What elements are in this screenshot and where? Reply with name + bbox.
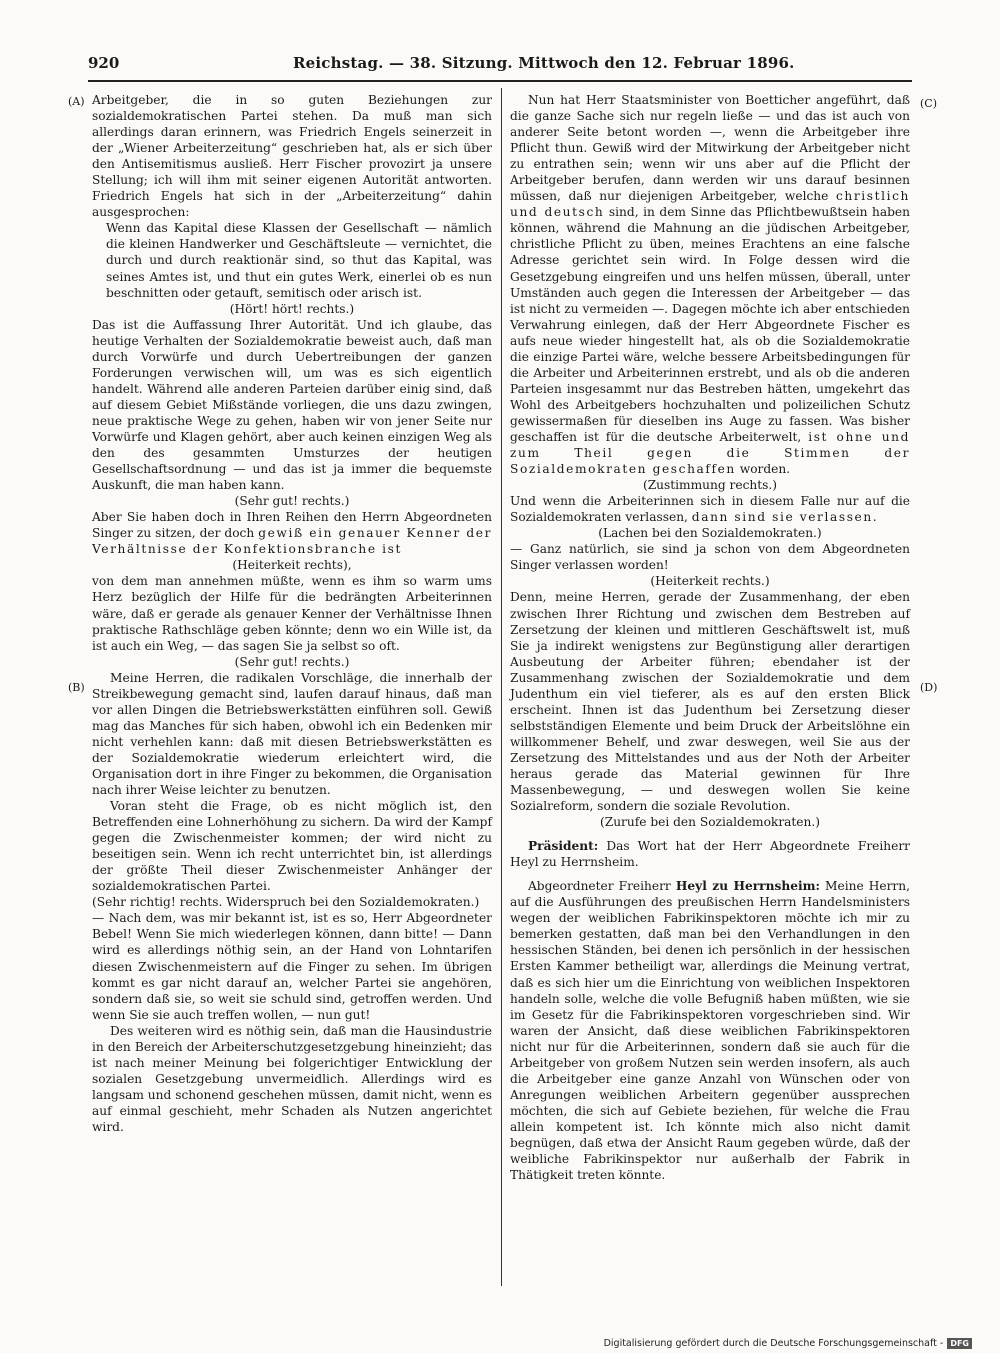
paragraph (510, 92, 910, 477)
interjection: (Sehr gut! rechts.) (234, 654, 350, 669)
speaker-label: Präsident: (528, 839, 599, 854)
interjection: (Zurufe bei den Sozialdemokraten.) (599, 815, 820, 830)
running-title: Reichstag. — 38. Sitzung. Mittwoch den 12. Februar 1896. (293, 54, 795, 72)
paragraph (92, 509, 492, 557)
left-column (92, 92, 492, 1135)
text-run: Abgeordneter Freiherr (528, 879, 676, 894)
paragraph: Meine Herren, die radikalen Vorschläge, die innerhalb der Streikbewegung gemacht sind, laufen darauf hinaus, daß man vor allen Dingen die Betriebswerkstätten einführen soll. Gewiß mag das Manches für sich haben, obwohl ich ein Bedenken mir nicht verhehlen kann: daß mit diesen Betriebswerkstätten es der Sozialdemokratie wiederum erleichtert wird, die Organisation dort in ihre Finger zu bekommen, die Organisation nach ihrer Weise leichter zu benutzen. (92, 670, 492, 798)
interjection: (Sehr richtig! rechts. Widerspruch bei den Sozialdemokraten.) (92, 895, 480, 910)
paragraph: von dem man annehmen müßte, wenn es ihm so warm ums Herz bezüglich der Hilfe für die bedrängten Arbeiterinnen wäre, daß er gerade als genauer Kenner der Verhältnisse Ihnen praktische Rathschläge geben könnte; denn wo ein Wille ist, da ist auch ein Weg, — das sagen Sie ja selbst so oft. (92, 574, 492, 653)
text-run: sind, in dem Sinne das Pflichtbewußtsein haben können, während die Mahnung an die jüdischen Arbeitgeber, christliche Pflicht zu üben, meines Erachtens an eine falsche Adresse gerichtet sein wird. In Folge dessen wird die Gesetzgebung eingreifen und uns helfen müssen, überall, unter Umständen auch gegen die Interessen der Arbeitgeber — das ist nicht zu vermeiden —. Dagegen möchte ich aber entschieden Verwahrung einlegen, daß der Herr Abgeordnete Fischer es aufs neue wieder hingestellt hat, als ob die Sozialdemokratie die einzige Partei wäre, welche bessere Arbeitsbedingungen für die Arbeiter und Arbeiterinnen erstrebt, und als ob die anderen Parteien insgesammt nur das Bestreben hätten, umgekehrt das Wohl des Arbeitgebers hochzuhalten und polizeilichen Schutz gewissermaßen für dieselben ins Auge zu fassen. Was bisher geschaffen ist für die deutsche Arbeiterwelt, (510, 205, 910, 444)
paragraph: — Nach dem, was mir bekannt ist, ist es so, Herr Abgeordneter Bebel! Wenn Sie mich wiederlegen können, dann bitte! — Dann wird es allerdings nöthig sein, an der Hand von Lohntarifen diesen Zwischenmeistern auf die Finger zu sehen. Im übrigen kommt es gar nicht darauf an, welcher Partei sie angehören, sondern daß sie, so weit sie schuld sind, getroffen werden. Und wenn Sie sie auch treffen wollen, — nun gut! (92, 911, 492, 1022)
text-run: Und wenn die Arbeiterinnen sich in diesem Falle nur auf die Sozialdemokraten verlassen, (510, 494, 910, 525)
paragraph (510, 493, 910, 525)
margin-marker-c: (C) (920, 97, 937, 110)
margin-marker-b: (B) (68, 681, 85, 694)
paragraph: Denn, meine Herren, gerade der Zusammenhang, der eben zwischen Ihrer Richtung und zwischen dem Bestreben auf Zersetzung der kleinen und mittleren Geschäftswelt ist, muß Sie ja indirekt wenigstens zur Begünstigung aller derartigen Ausbeutung der Arbeiter führen; ebendaher ist der Zusammenhang zwischen der Sozialdemokratie und dem Judenthum ein viel tieferer, als es auf den ersten Blick erscheint. Ihnen ist das Judenthum bei Zersetzung dieser selbstständigen Elemente und beim Druck der Arbeitslöhne ein willkommener Behelf, und zwar deswegen, weil Sie aus der Zersetzung des Mittelstandes und aus der Noth der Arbeiter heraus gerade das Material gewinnen für Ihre Massenbewegung, — und deswegen wollen Sie keine Sozialreform, sondern die soziale Revolution. (510, 590, 910, 814)
interjection: (Heiterkeit rechts.) (650, 574, 770, 589)
interjection: (Sehr gut! rechts.) (234, 494, 350, 509)
text-run: Aber Sie haben doch in Ihren Reihen den Herrn Abgeordneten Singer zu sitzen, der doch (92, 510, 492, 541)
paragraph: Arbeitgeber, die in so guten Beziehungen zur sozialdemokratischen Partei stehen. Da muß man sich allerdings daran erinnern, was Friedrich Engels seinerzeit in der „Wiener Arbeiterzeitung“ geschrieben hat, als er sich über den Antisemitismus ausließ. Herr Fischer provozirt ja unsere Stellung; ich will ihm mit seiner eigenen Autorität antworten. Friedrich Engels hat sich in der „Arbeiterzeitung“ dahin ausgesprochen: (92, 93, 492, 220)
text-run: Meine Herrn, auf die Ausführungen des preußischen Herrn Handelsministers wegen der weiblichen Fabrikinspektoren möchte ich mir zu bemerken gestatten, daß man bei den Verhandlungen in den hessischen Ständen, bei denen ich persönlich in der hessischen Ersten Kammer betheiligt war, allerdings die Meinung vertrat, daß es sich hier um die Einrichtung von weiblichen Inspektoren handeln solle, welche die volle Befugniß haben müßten, wie sie im Gesetz für die Fabrikinspektoren vorgeschrieben sind. Wir waren der Ansicht, daß diese weiblichen Fabrikinspektoren nicht nur für die Arbeiterinnen, sondern daß sie auch für die Arbeitgeber von großem Nutzen sein werden insofern, als auch die Arbeitgeber eine ganze Anzahl von Wünschen oder von Anregungen weiblichen Arbeitern gegenüber aussprechen möchten, die sich auf Gebiete beziehen, für welche die Frau allein kompetent ist. Ich könnte mich also nicht damit begnügen, daß etwa der Ansicht Raum gegeben würde, daß der weibliche Fabrikinspektor nur außerhalb der Fabrik in Thätigkeit treten könnte. (510, 879, 910, 1183)
credit-text: Digitalisierung gefördert durch die Deutsche Forschungsgemeinschaft - (603, 1338, 944, 1349)
text-run: Nun hat Herr Staatsminister von Boetticher angeführt, daß die ganze Sache sich nur regeln ließe — und das ist auch von anderer Seite betont worden —, wenn die Arbeitgeber ihre Pflicht thun. Gewiß wird der Mitwirkung der Arbeitgeber nicht zu entrathen sein; wenn wir uns aber auf die Pflicht der Arbeitgeber berufen, dann werden wir uns darauf besinnen müssen, daß nur diejenigen Arbeitgeber, welche (510, 93, 910, 204)
spaced-text: christlich und deutsch (510, 189, 910, 220)
page-header (88, 54, 912, 76)
column-divider (501, 88, 502, 1286)
spaced-text: ist ohne und zum Theil gegen die Stimmen der Sozialdemokraten geschaffen (510, 429, 911, 477)
paragraph: — Ganz natürlich, sie sind ja schon von dem Abgeordneten Singer verlassen worden! (510, 542, 910, 573)
interjection: (Heiterkeit rechts), (232, 558, 352, 573)
margin-marker-d: (D) (920, 681, 938, 694)
spaced-text: gewiß ein genauer Kenner der Verhältnisse der Konfektionsbranche ist (92, 526, 493, 557)
paragraph: Des weiteren wird es nöthig sein, daß man die Hausindustrie in den Bereich der Arbeiterschutzgesetzgebung hineinzieht; das ist nach meiner Meinung bei folgerichtiger Entwicklung der sozialen Gesetzgebung unvermeidlich. Allerdings wird es langsam und schonend geschehen müssen, damit nicht, wenn es auf einmal geschieht, mehr Schaden als Nutzen angerichtet wird. (92, 1023, 492, 1134)
margin-marker-a: (A) (68, 95, 85, 108)
header-rule (88, 80, 912, 82)
digitization-credit (604, 1337, 972, 1350)
interjection: (Hört! hört! rechts.) (229, 301, 355, 316)
president-statement (510, 838, 910, 870)
engels-quote: Wenn das Kapital diese Klassen der Gesellschaft — nämlich die kleinen Handwerker und Geschäftsleute — vernichtet, die durch und durch reaktionär sind, so thut das Kapital, was seines Amtes ist, und thut ein gutes Werk, einerlei ob es nun beschnitten oder getauft, semitisch oder arisch ist. (106, 221, 492, 300)
interjection: (Zustimmung rechts.) (642, 478, 778, 493)
speaker-name: Heyl zu Herrnsheim: (675, 879, 820, 894)
speech-paragraph (510, 878, 910, 1183)
text-run: Das Wort hat der Herr Abgeordnete Freiherr Heyl zu Herrnsheim. (510, 839, 910, 870)
text-run: worden. (735, 462, 791, 477)
dfg-logo: DFG (947, 1338, 972, 1349)
paragraph: Voran steht die Frage, ob es nicht möglich ist, den Betreffenden eine Lohnerhöhung zu sichern. Da wird der Kampf gegen die Zwischenmeister kommen; der wird nicht zu beseitigen sein. Wenn ich recht unterrichtet bin, ist allerdings der größte Theil dieser Zwischenmeister Anhänger der sozialdemokratischen Partei. (92, 799, 492, 894)
paragraph: Das ist die Auffassung Ihrer Autorität. Und ich glaube, das heutige Verhalten der Sozialdemokratie beweist auch, daß man durch Vorwürfe und durch Uebertreibungen der ganzen Forderungen verwischen will, um was es sich eigentlich handelt. Während alle anderen Parteien darüber einig sind, daß auf diesem Gebiet Mißstände vorliegen, die uns dazu zwingen, neue praktische Wege zu gehen, haben wir von jener Seite nur Vorwürfe und Klagen gehört, aber auch keinen einzigen Weg als den des gesammten Umsturzes der heutigen Gesellschaftsordnung — und das ist ja immer die bequemste Auskunft, die man haben kann. (92, 317, 492, 493)
interjection: (Lachen bei den Sozialdemokraten.) (598, 526, 822, 541)
right-column (510, 92, 910, 1183)
page-number: 920 (88, 54, 120, 72)
spaced-text: dann sind sie verlassen. (691, 510, 879, 525)
